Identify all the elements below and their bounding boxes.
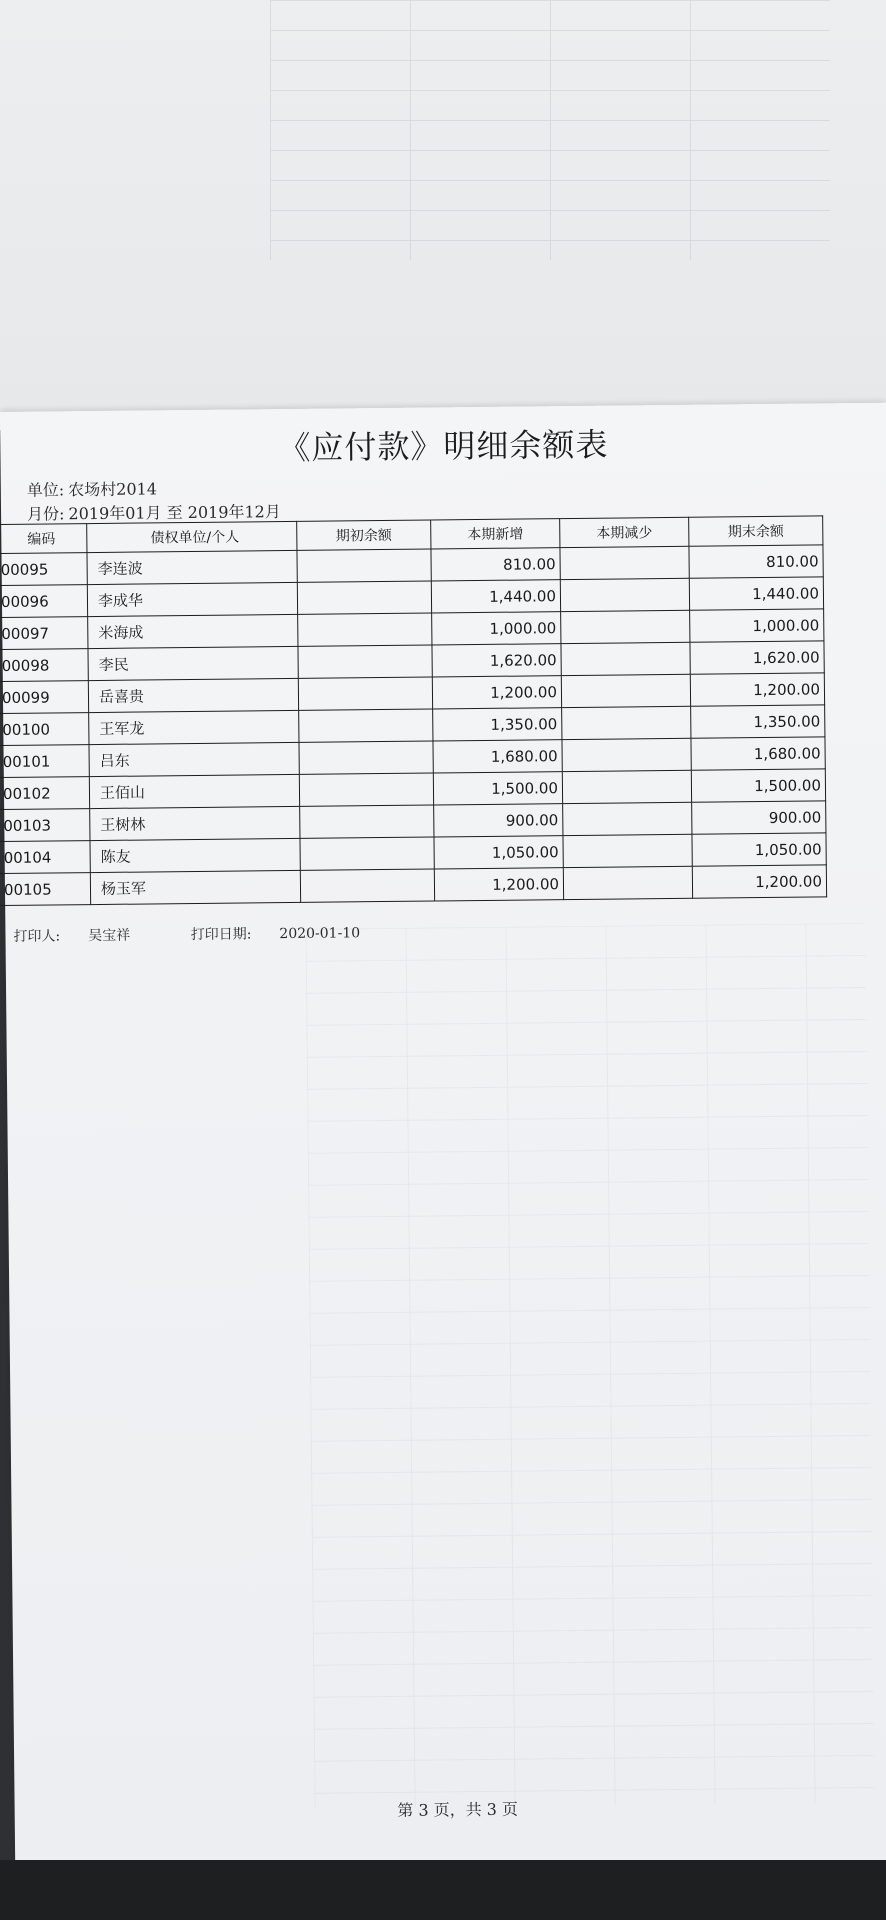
header-opening: 期初余额 — [297, 520, 431, 550]
cell-decrease — [561, 674, 690, 707]
cell-name: 杨玉军 — [90, 870, 300, 904]
print-info — [13, 922, 416, 946]
bleed-through-grid — [305, 923, 874, 1809]
cell-closing: 1,200.00 — [690, 673, 824, 706]
printer-label: 打印人: — [13, 928, 61, 945]
ledger-table — [0, 515, 827, 906]
cell-increase: 900.00 — [434, 804, 563, 837]
cell-closing: 810.00 — [689, 545, 823, 578]
cell-decrease — [561, 610, 690, 643]
cell-closing: 1,000.00 — [690, 609, 824, 642]
cell-decrease — [560, 578, 689, 611]
cell-closing: 1,440.00 — [689, 577, 823, 610]
cell-closing: 1,050.00 — [692, 833, 826, 866]
cell-closing: 1,680.00 — [691, 737, 825, 770]
header-increase: 本期新增 — [431, 519, 560, 549]
table-surface — [0, 1860, 886, 1920]
cell-decrease — [562, 706, 691, 739]
cell-opening — [299, 709, 433, 742]
cell-code: 00101 — [0, 745, 89, 778]
cell-opening — [300, 837, 434, 870]
cell-name: 吕东 — [89, 742, 299, 776]
cell-increase: 810.00 — [431, 548, 560, 581]
cell-increase: 1,200.00 — [432, 676, 561, 709]
report-unit — [27, 476, 161, 500]
cell-code: 00096 — [0, 585, 88, 618]
printer — [13, 927, 158, 945]
report-title: 《应付款》明细余额表 — [278, 425, 609, 468]
cell-opening — [298, 613, 432, 646]
cell-increase: 1,000.00 — [432, 612, 561, 645]
cell-closing: 1,200.00 — [692, 865, 826, 898]
cell-name: 王佰山 — [89, 774, 299, 808]
ledger-body — [0, 545, 827, 906]
previous-sheet-grid — [270, 0, 830, 260]
cell-code: 00100 — [0, 713, 89, 746]
cell-code: 00097 — [0, 617, 88, 650]
cell-name: 李连波 — [87, 550, 297, 584]
header-code: 编码 — [0, 524, 87, 554]
cell-decrease — [563, 802, 692, 835]
cell-increase: 1,440.00 — [431, 580, 560, 613]
cell-code: 00095 — [0, 553, 87, 586]
cell-opening — [297, 549, 431, 582]
cell-code: 00102 — [0, 777, 90, 810]
cell-opening — [300, 805, 434, 838]
cell-code: 00099 — [0, 681, 89, 714]
cell-increase: 1,680.00 — [433, 740, 562, 773]
cell-opening — [299, 741, 433, 774]
cell-code: 00098 — [0, 649, 88, 682]
cell-name: 米海成 — [88, 614, 298, 648]
print-date-value: 2020-01-10 — [279, 925, 361, 943]
header-name: 债权单位/个人 — [87, 521, 297, 552]
cell-decrease — [563, 866, 692, 899]
print-date-label: 打印日期: — [190, 926, 252, 944]
period-value: 2019年01月 至 2019年12月 — [68, 502, 281, 524]
cell-increase: 1,500.00 — [433, 772, 562, 805]
unit-value: 农场村2014 — [68, 479, 158, 500]
print-date — [191, 925, 389, 943]
cell-opening — [297, 581, 431, 614]
cell-opening — [300, 869, 434, 902]
unit-label: 单位: — [26, 480, 65, 500]
cell-name: 李民 — [88, 646, 298, 680]
cell-decrease — [561, 642, 690, 675]
page-number: 第 3 页，共 3 页 — [397, 1799, 519, 1820]
header-closing: 期末余额 — [689, 516, 823, 546]
cell-code: 00104 — [0, 841, 90, 874]
cell-code: 00103 — [0, 809, 90, 842]
cell-opening — [298, 677, 432, 710]
cell-increase: 1,620.00 — [432, 644, 561, 677]
cell-increase: 1,200.00 — [434, 868, 563, 901]
cell-name: 王树林 — [90, 806, 300, 840]
cell-closing: 1,620.00 — [690, 641, 824, 674]
cell-increase: 1,050.00 — [434, 836, 563, 869]
cell-opening — [298, 645, 432, 678]
header-decrease: 本期减少 — [560, 517, 689, 547]
cell-name: 陈友 — [90, 838, 300, 872]
cell-increase: 1,350.00 — [433, 708, 562, 741]
cell-name: 李成华 — [87, 582, 297, 616]
cell-code: 00105 — [0, 873, 91, 906]
report-page — [0, 403, 886, 1882]
cell-decrease — [563, 834, 692, 867]
cell-closing: 1,500.00 — [691, 769, 825, 802]
cell-decrease — [560, 546, 689, 579]
cell-opening — [299, 773, 433, 806]
cell-closing: 1,350.00 — [691, 705, 825, 738]
printer-name: 吴宝祥 — [88, 927, 131, 945]
cell-decrease — [562, 738, 691, 771]
cell-name: 岳喜贵 — [88, 678, 298, 712]
period-label: 月份: — [26, 504, 65, 524]
previous-sheet — [0, 0, 886, 430]
cell-closing: 900.00 — [692, 801, 826, 834]
cell-decrease — [562, 770, 691, 803]
cell-name: 王军龙 — [89, 710, 299, 744]
